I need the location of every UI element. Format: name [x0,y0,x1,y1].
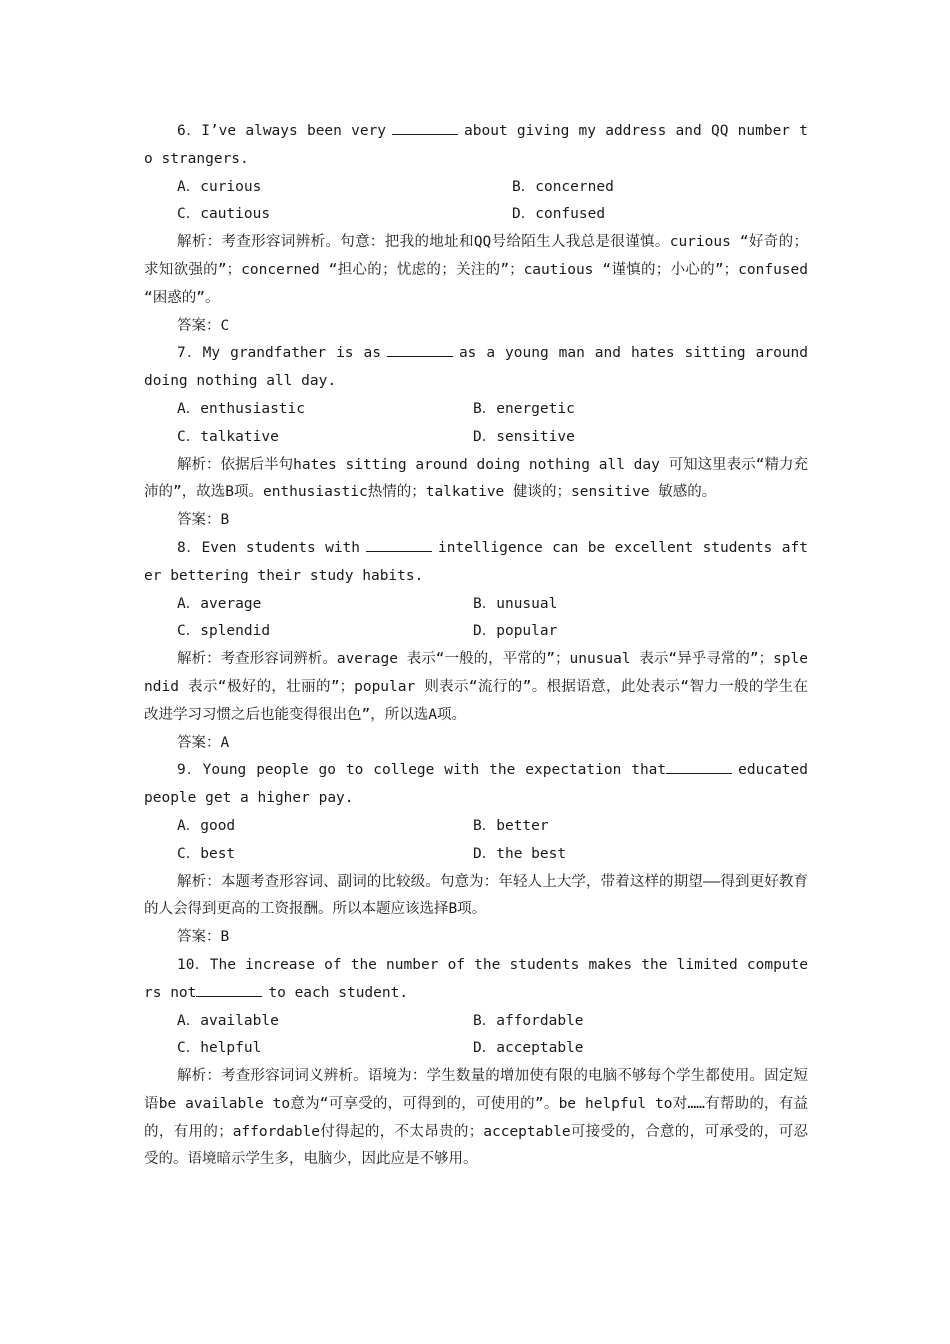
question-10 [144,952,808,1174]
option-b: B．unusual [473,595,558,612]
option-d: D．confused [512,206,606,223]
options-row [144,174,808,202]
option-c: C．talkative [177,428,279,445]
analysis: 解析：考查形容词辨析。average 表示“一般的，平常的”；unusual 表示“异乎寻常的”；splendid 表示“极好的，壮丽的”；popular 则表示“流行的”。根据语意，此处表示“智力一般的学生在改进学习习惯之后也能变得很出色”，所以选A项。 [144,651,808,723]
answer-blank [392,120,458,135]
options-row [144,396,808,424]
stem-text-after: about giving my address and QQ number to strangers. [144,123,808,167]
option-c: C．best [177,845,236,862]
option-c: C．cautious [177,206,271,223]
question-stem [144,118,808,174]
options-row [144,813,808,841]
answer: 答案：A [177,734,230,751]
answer-blank [366,537,432,552]
options-row [144,841,808,869]
option-a: A．enthusiastic [177,400,305,417]
option-b: B．concerned [512,178,614,195]
option-c: C．splendid [177,623,271,640]
question-stem [144,340,808,396]
answer: 答案：B [177,929,230,946]
answer-blank [387,342,453,357]
answer-blank [196,982,262,997]
stem-text-before: 7．My grandfather is as [177,345,381,362]
option-b: B．better [473,817,549,834]
analysis: 解析：考查形容词词义辨析。语境为：学生数量的增加使有限的电脑不够每个学生都使用。固定短语be available to意为“可享受的，可得到的，可使用的”。be helpful to对……有帮助的，有益的，有用的；affordable付得起的，不太昂贵的；acceptable可接受的，合意的，可承受的，可忍受的。语境暗示学生多，电脑少，因此应是不够用。 [144,1068,808,1168]
analysis: 解析：依据后半句hates sitting around doing nothing all day 可知这里表示“精力充沛的”，故选B项。enthusiastic热情的；talkative 健谈的；sensitive 敏感的。 [144,456,808,501]
stem-text-before: 10．The increase of the number of the students makes the limited computers not [144,956,808,1001]
answer: 答案：B [177,512,230,529]
stem-text-after: educated people get a higher pay. [144,762,808,807]
option-b: B．energetic [473,400,575,417]
options-row [144,1008,808,1036]
question-8 [144,535,808,757]
stem-text-after: as a young man and hates sitting around doing nothing all day. [144,345,808,390]
stem-text-after: to each student. [268,984,409,1001]
question-stem [144,757,808,813]
options-row [144,591,808,619]
option-c: C．helpful [177,1040,262,1057]
option-d: D．the best [473,845,567,862]
question-9 [144,757,808,952]
options-row [144,1035,808,1063]
question-7 [144,340,808,535]
options-row [144,618,808,646]
option-a: A．good [177,817,236,834]
question-6 [144,118,808,340]
answer-blank [666,759,732,774]
analysis: 解析：考查形容词辨析。句意：把我的地址和QQ号给陌生人我总是很谨慎。curious “好奇的；求知欲强的”；concerned “担心的；忧虑的；关注的”；cautious “谨慎的；小心的”；confused “困惑的”。 [144,234,808,306]
analysis: 解析：本题考查形容词、副词的比较级。句意为：年轻人上大学，带着这样的期望——得到更好教育的人会得到更高的工资报酬。所以本题应该选择B项。 [144,873,808,918]
exercise-page [144,118,808,1174]
options-row [144,201,808,229]
option-b: B．affordable [473,1012,584,1029]
option-a: A．average [177,595,262,612]
question-stem [144,952,808,1008]
option-d: D．popular [473,623,558,640]
stem-text-before: 8．Even students with [177,539,361,556]
answer: 答案：C [177,317,230,334]
option-a: A．curious [177,178,262,195]
option-d: D．sensitive [473,428,575,445]
options-row [144,424,808,452]
option-d: D．acceptable [473,1040,584,1057]
question-stem [144,535,808,591]
option-a: A．available [177,1012,279,1029]
stem-text-before: 9．Young people go to college with the expectation that [177,762,667,779]
stem-text-before: 6．I’ve always been very [177,123,387,139]
stem-text-after: intelligence can be excellent students after bettering their study habits. [144,539,808,584]
